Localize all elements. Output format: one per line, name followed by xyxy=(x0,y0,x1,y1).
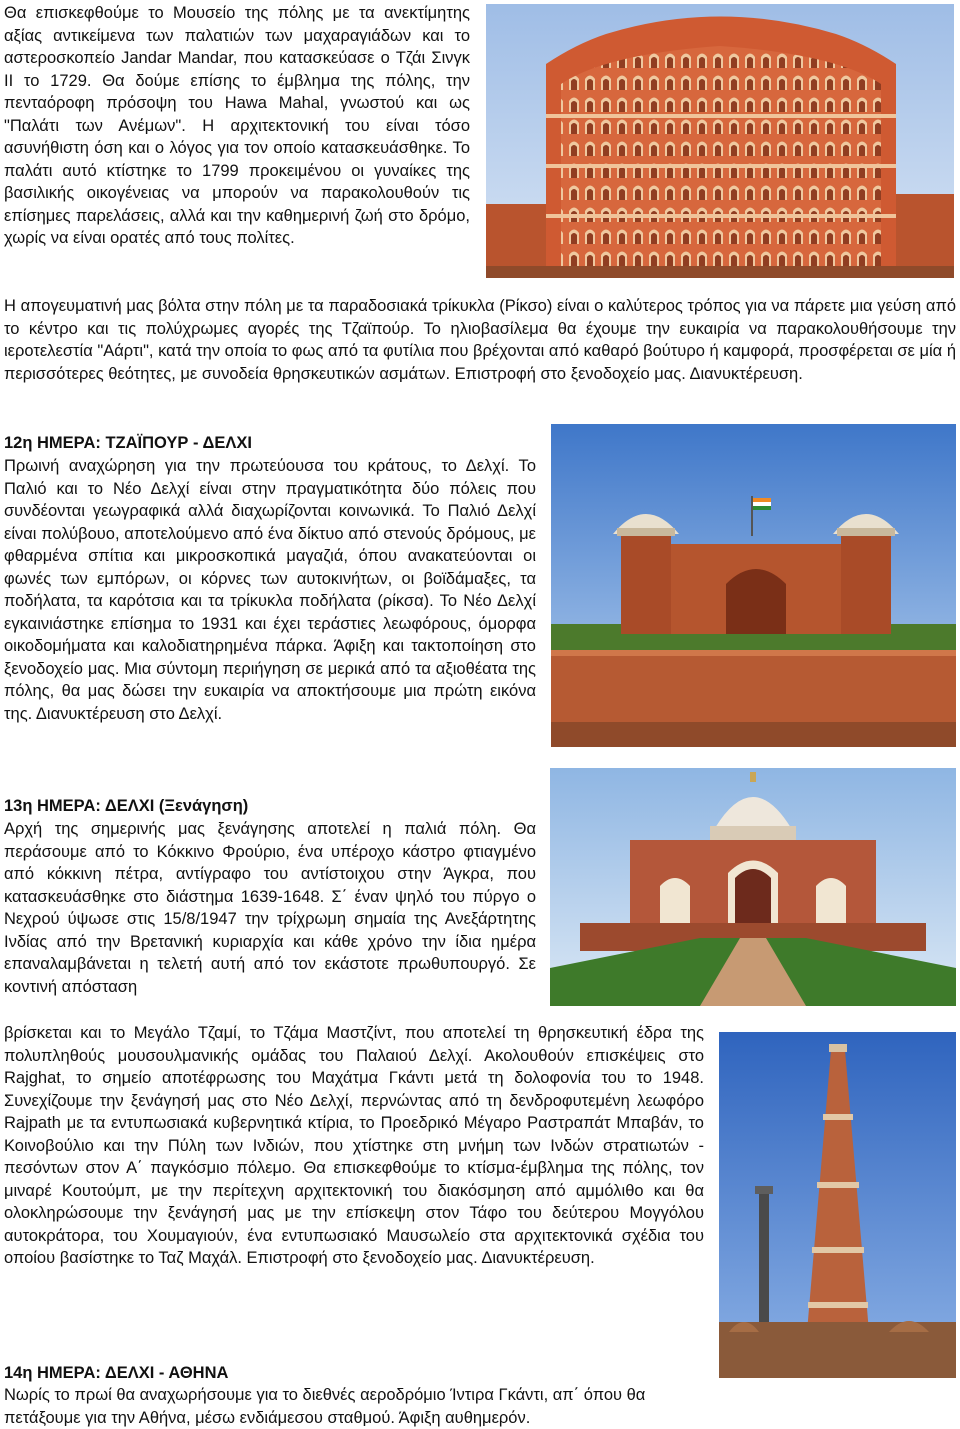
day13-heading: 13η ΗΜΕΡΑ: ΔΕΛΧΙ (Ξενάγηση) xyxy=(4,797,249,815)
day14-paragraph: Νωρίς το πρωί θα αναχωρήσουμε για το διεθνές αεροδρόμιο Ίντιρα Γκάντι, απ΄ όπου θα πετάξουμε για την Αθήνα, μέσω ενδιάμεσου σταθμού. Άφιξη αυθημερόν. xyxy=(4,1386,646,1427)
day13-paragraph-a: Αρχή της σημερινής μας ξενάγησης αποτελεί η παλιά πόλη. Θα περάσουμε από το Κόκκινο Φρούριο, ένα υπέροχο κάστρο φτιαγμένο από κόκκινη πέτρα, αντίγραφο του αντίστοιχου στην Άγκρα, που κατασκευάσθηκε στο διάστημα 1639-1648. Σ΄ έναν ψηλό του πύργο ο Νεχρού ύψωσε στις 15/8/1947 την τρίχρωμη σημαία της Ανεξάρτητης Ινδίας από την Βρετανική κυριαρχία και κάθε χρόνο την ίδια ημέρα επαναλαμβάνεται η τελετή αυτή από τον εκάστοτε πρωθυπουργό. Σε κοντινή απόσταση xyxy=(4,820,536,996)
day14-heading: 14η ΗΜΕΡΑ: ΔΕΛΧΙ - ΑΘΗΝΑ xyxy=(4,1364,229,1382)
photo-qutub-minar xyxy=(719,1032,956,1378)
photo-red-fort xyxy=(551,424,956,747)
intro-paragraph-a: Θα επισκεφθούμε το Μουσείο της πόλης με τα ανεκτίμητης αξίας αντικείμενα των παλατιών των μαχαραγιάδων και το αστεροσκοπείο Jandar Mandar, που κατασκεύασε ο Τζάι Σινγκ II το 1729. Θα δούμε επίσης το έμβλημα της πόλης, την πενταόροφη πρόσοψη του Hawa Mahal, γνωστού και ως "Παλάτι των Ανέμων". Η αρχιτεκτονική του είναι τόσο ασυνήθιστη όση και ο λόγος για τον οποίο κατασκευάσθηκε. Το παλάτι αυτό κτίστηκε το 1799 προκειμένου οι γυναίκες της βασιλικής οικογένειας να μπορούν να παρακολουθούν τις επίσημες παρελάσεις, αλλά και την καθημερινή ζωή στο δρόμο, χωρίς να είναι ορατές από τους πολίτες. xyxy=(4,4,470,247)
intro-paragraph-b: Η απογευματινή μας βόλτα στην πόλη με τα παραδοσιακά τρίκυκλα (Ρίκσο) είναι ο καλύτερος τρόπος για να πάρετε μια γεύση από το κέντρο και τις πολύχρωμες αγορές της Τζαϊπούρ. Το ηλιοβασίλεμα θα έχουμε την ευκαιρία να παρακολουθήσουμε την ιεροτελεστία "Αάρτι", κατά την οποία το φως από τα φυτίλια που βρέχονται από καθαρό βούτυρο ή καμφορά, προσφέρεται σε μία ή περισσότερες θεότητες, με συνοδεία θρησκευτικών ασμάτων. Επιστροφή στο ξενοδοχείο μας. Διανυκτέρευση. xyxy=(4,297,956,383)
day12-paragraph: Πρωινή αναχώρηση για την πρωτεύουσα του κράτους, το Δελχί. Το Παλιό και το Νέο Δελχί είναι στην πραγματικότητα δύο πόλεις που συνδέονται γεωγραφικά αλλά διαχωρίζονται κοινωνικά. Το Παλιό Δελχί είναι πολύβουο, αποτελούμενο από ένα δίκτυο από στενούς δρόμους, με φθαρμένα σπίτια και μικροσκοπικά μαγαζιά, όπου ανακατεύονται οι φωνές των εμπόρων, οι κόρνες των αυτοκινήτων, οι βοϊδάμαξες, τα ποδήλατα, τα καρότσια και τα τρίκυκλα ποδήλατα (ρίκσα). Το Νέο Δελχί εγκαινιάστηκε επίσημα το 1931 και έχει τεράστιες λεωφόρους, όμορφα οικοδομήματα και καλοδιατηρημένα πάρκα. Άφιξη και τακτοποίηση στο ξενοδοχείο μας. Μια σύντομη περιήγηση σε μερικά από τα αξιοθέατα της πόλης, θα μας δώσει την ευκαιρία να αποκτήσουμε μια πρώτη εικόνα της. Διανυκτέρευση στο Δελχί. xyxy=(4,457,536,723)
day12-heading: 12η ΗΜΕΡΑ: ΤΖΑΪΠΟΥΡ - ΔΕΛΧΙ xyxy=(4,434,252,452)
day13-paragraph-b: βρίσκεται και το Μεγάλο Τζαμί, το Τζάμα Μαστζίντ, που αποτελεί τη θρησκευτική έδρα της πολυπληθούς μουσουλμανικής ομάδας του Παλαιού Δελχί. Ακολουθούν επισκέψεις στο Rajghat, το σημείο αποτέφρωσης του Μαχάτμα Γκάντι μετά τη δολοφονία του το 1948. Συνεχίζουμε την ξενάγησή μας στο Νέο Δελχί, περνώντας από τη δενδροφυτεμένη λεωφόρο Rajpath με τα εντυπωσιακά κυβερνητικά κτίρια, το Προεδρικό Μέγαρο Ραστραπάτ Μπαβάν, το Κοινοβούλιο και την Πύλη των Ινδιών, που χτίστηκε στη μνήμη των Ινδών στρατιωτών - πεσόντων στον Α΄ παγκόσμιο πόλεμο. Θα επισκεφθούμε το κτίσμα-έμβλημα της πόλης, τον μιναρέ Κουτούμπ, με την περίτεχνη αρχιτεκτονική του διακόσμηση από αμμόλιθο και θα ολοκληρώσουμε την ξενάγησή μας με την επίσκεψη στον Τάφο του δεύτερου Μογγόλου αυτοκράτορα, του Χουμαγιούν, ένα εντυπωσιακό Μαυσωλείο στα αρχιτεκτονικά σχέδια του οποίου βασίστηκε το Ταζ Μαχάλ. Επιστροφή στο ξενοδοχείο μας. Διανυκτέρευση. xyxy=(4,1024,704,1267)
photo-hawa-mahal xyxy=(486,4,954,278)
photo-humayun-tomb xyxy=(550,768,956,1006)
